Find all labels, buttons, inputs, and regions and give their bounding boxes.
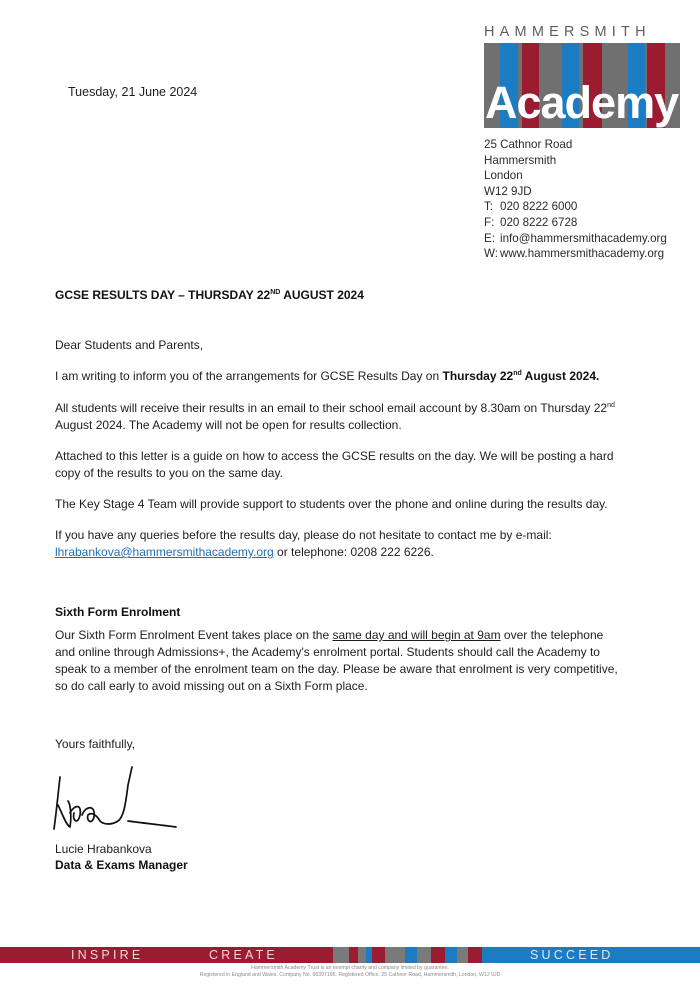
paragraph-ks4-support: The Key Stage 4 Team will provide support to students over the phone and online during the results day. bbox=[55, 497, 608, 511]
email-label: E: bbox=[484, 231, 495, 245]
subject-text: GCSE RESULTS DAY – THURSDAY 22 bbox=[55, 288, 271, 302]
school-address bbox=[484, 137, 667, 262]
phone-number: 020 8222 6000 bbox=[500, 200, 578, 214]
address-line: London bbox=[484, 169, 523, 183]
phone-label: T: bbox=[484, 200, 494, 214]
legal-notice-line2: Registered in England and Wales. Company No. 06397195. Registered Office: 25 Cathnor Road, Hammersmith, London, W12 9JD bbox=[199, 972, 501, 978]
sixth-form-timing: same day and will begin at 9am bbox=[332, 628, 501, 642]
p2-ordinal: nd bbox=[607, 402, 615, 409]
address-postcode: W12 9JD bbox=[484, 184, 532, 198]
sixth-form-text-end: over the telephone and online through Admissions+, the Academy's enrolment portal. Students should call the Academy to speak to a member of the enrolment team on the day. Please be aware that enrolment is very competitive, so do call early to avoid missing out on a Sixth Form place. bbox=[55, 628, 618, 693]
fax-row bbox=[484, 215, 667, 231]
fax-number: 020 8222 6728 bbox=[500, 215, 578, 229]
academy-logo bbox=[484, 43, 680, 128]
p1-text: I am writing to inform you of the arrangements for GCSE Results Day on bbox=[55, 369, 443, 383]
address-line: 25 Cathnor Road bbox=[484, 138, 573, 151]
sixth-form-text: Our Sixth Form Enrolment Event takes place on the bbox=[55, 628, 333, 642]
footer-word-create: CREATE bbox=[209, 948, 278, 962]
signer-name: Lucie Hrabankova bbox=[55, 842, 152, 856]
closing: Yours faithfully, bbox=[55, 737, 136, 751]
paragraph-queries bbox=[55, 527, 625, 561]
p2-text-end: August 2024. The Academy will not be open for results collection. bbox=[55, 418, 402, 432]
email-row bbox=[484, 231, 667, 247]
school-email: info@hammersmithacademy.org bbox=[500, 231, 667, 245]
letter-date: Tuesday, 21 June 2024 bbox=[68, 85, 198, 99]
signature-image bbox=[52, 765, 177, 835]
letter-subject bbox=[55, 288, 364, 302]
signer-role: Data & Exams Manager bbox=[55, 858, 188, 872]
footer-banner bbox=[0, 947, 700, 963]
p2-text: All students will receive their results in an email to their school email account by 8.30am on Thursday 22 bbox=[55, 401, 608, 415]
web-label: W: bbox=[484, 247, 498, 261]
p5-text: If you have any queries before the results day, please do not hesitate to contact me by e-mail: bbox=[55, 528, 552, 542]
subject-ordinal: ND bbox=[270, 289, 281, 296]
logo-wordmark: HAMMERSMITH bbox=[484, 24, 651, 40]
legal-notice-line1: Hammersmith Academy Trust is an exempt charity and company limited by guarantee. bbox=[251, 965, 449, 971]
fax-label: F: bbox=[484, 215, 495, 229]
paragraph-email-results bbox=[55, 400, 625, 434]
paragraph-arrangements bbox=[55, 368, 625, 385]
p5-text-end: or telephone: 0208 222 6226. bbox=[273, 545, 434, 559]
school-website: www.hammersmithacademy.org bbox=[500, 247, 665, 261]
subject-text-end: AUGUST 2024 bbox=[280, 288, 364, 302]
footer-word-succeed: SUCCEED bbox=[530, 948, 614, 962]
contact-email-link[interactable]: lhrabankova@hammersmithacademy.org bbox=[55, 545, 274, 559]
address-line: Hammersmith bbox=[484, 153, 557, 167]
web-row bbox=[484, 246, 667, 262]
logo-text: Academy bbox=[485, 77, 679, 128]
footer-word-inspire: INSPIRE bbox=[71, 948, 144, 962]
p1-date: Thursday 22nd August 2024. bbox=[442, 369, 600, 383]
paragraph-sixth-form bbox=[55, 627, 625, 695]
salutation: Dear Students and Parents, bbox=[55, 338, 204, 352]
phone-row bbox=[484, 199, 667, 215]
paragraph-attached-guide: Attached to this letter is a guide on how to access the GCSE results on the day. We will be posting a hard copy of the results to you on the same day. bbox=[55, 449, 614, 480]
sixth-form-heading: Sixth Form Enrolment bbox=[55, 605, 181, 619]
